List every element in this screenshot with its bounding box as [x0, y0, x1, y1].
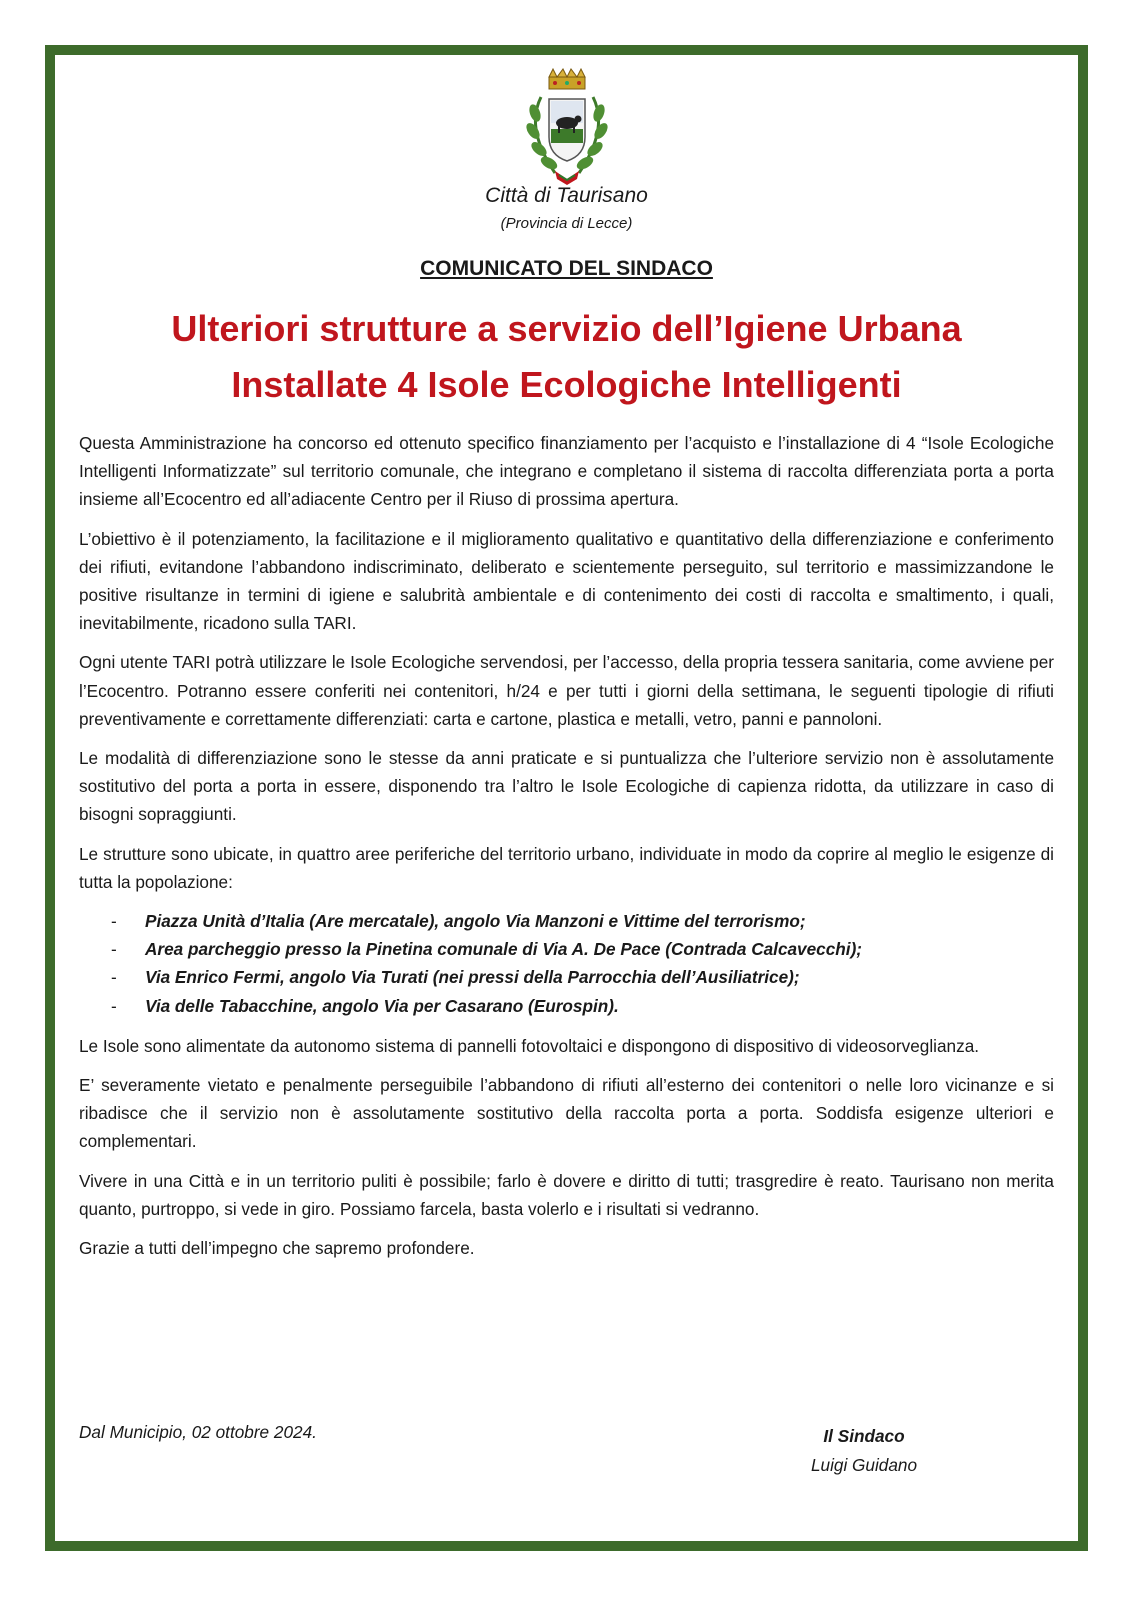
headline-line-2: Installate 4 Isole Ecologiche Intelligenti: [231, 364, 902, 405]
headline: [79, 301, 1054, 413]
province-name: (Provincia di Lecce): [500, 215, 633, 232]
locations-list: [79, 907, 1054, 1020]
list-item: - Area parcheggio presso la Pinetina comunale di Via A. De Pace (Contrada Calcavecchi);: [111, 939, 863, 960]
list-item: - Via Enrico Fermi, angolo Via Turati (nei pressi della Parrocchia dell’Ausiliatrice);: [111, 967, 800, 988]
notice-body: [79, 429, 1054, 1273]
paragraph-modalities: Le modalità di differenziazione sono le stesse da anni praticate e si puntualizza che l’ulteriore servizio non è assolutamente sostitutivo del porta a porta in essere, disponendo tra l’altro le Isole Ecologiche di capienza ridotta, da utilizzare in caso di bisogni sopraggiunti.: [79, 748, 1054, 825]
paragraph-funding: Questa Amministrazione ha concorso ed ottenuto specifico finanziamento per l’acquisto e l’installazione di 4 “Isole Ecologiche Intelligenti Informatizzate” sul territorio comunale, che integrano e completano il sistema di raccolta differenziata porta a porta insieme all’Ecocentro ed all’adiacente Centro per il Riuso di prossima apertura.: [79, 433, 1054, 510]
paragraph-objective: L’obiettivo è il potenziamento, la facilitazione e il miglioramento qualitativo e quantitativo della differenziazione e conferimento dei rifiuti, evitandone l’abbandono indiscriminato, deliberato e scientemente perseguito, sul territorio e massimizzandone le positive risultanze in termini di igiene e salubrità ambientale e di contenimento dei costi di raccolta e smaltimento, i quali, inevitabilmente, ricadono sulla TARI.: [79, 528, 1054, 634]
city-crest-icon: [511, 67, 623, 192]
page-border: [45, 45, 1088, 1551]
paragraph-power: Le Isole sono alimentate da autonomo sistema di pannelli fotovoltaici e dispongono di dispositivo di videosorveglianza.: [79, 1035, 980, 1056]
signer-role: Il Sindaco: [823, 1426, 905, 1446]
paragraph-thanks: Grazie a tutti dell’impegno che sapremo profondere.: [79, 1238, 475, 1259]
city-name: Città di Taurisano: [485, 184, 648, 207]
signer-name: Luigi Guidano: [810, 1455, 918, 1475]
paragraph-locations-intro: Le strutture sono ubicate, in quattro aree periferiche del territorio urbano, individuate in modo da coprire al meglio le esigenze di tutta la popolazione:: [79, 843, 1054, 892]
signature: [759, 1422, 969, 1480]
signature-block: [79, 1422, 1054, 1492]
paragraph-usage: Ogni utente TARI potrà utilizzare le Isole Ecologiche servendosi, per l’accesso, della propria tessera sanitaria, come avviene per l’Ecocentro. Potranno essere conferiti nei contenitori, h/24 e per tutti i giorni della settimana, le seguenti tipologie di rifiuti preventivamente e correttamente differenziati: carta e cartone, plastica e metalli, vetro, panni e pannoloni.: [79, 652, 1054, 729]
document-content: [79, 55, 1054, 1541]
notice-kicker: COMUNICATO DEL SINDACO: [420, 257, 713, 280]
paragraph-appeal: Vivere in una Città e in un territorio puliti è possibile; farlo è dovere e diritto di tutti; trasgredire è reato. Taurisano non merita quanto, purtroppo, si vede in giro. Possiamo farcela, basta volerlo e i risultati si vedranno.: [79, 1170, 1054, 1219]
place-date: Dal Municipio, 02 ottobre 2024.: [79, 1422, 317, 1442]
paragraph-prohibition: E’ severamente vietato e penalmente perseguibile l’abbandono di rifiuti all’esterno dei contenitori o nelle loro vicinanze e si ribadisce che il servizio non è assolutamente sostitutivo della raccolta porta a porta. Soddisfa esigenze ulteriori e complementari.: [79, 1075, 1054, 1152]
list-item: - Via delle Tabacchine, angolo Via per Casarano (Eurospin).: [111, 995, 619, 1016]
headline-line-1: Ulteriori strutture a servizio dell’Igiene Urbana: [171, 308, 962, 349]
list-item: - Piazza Unità d’Italia (Are mercatale), angolo Via Manzoni e Vittime del terrorismo;: [111, 911, 806, 932]
